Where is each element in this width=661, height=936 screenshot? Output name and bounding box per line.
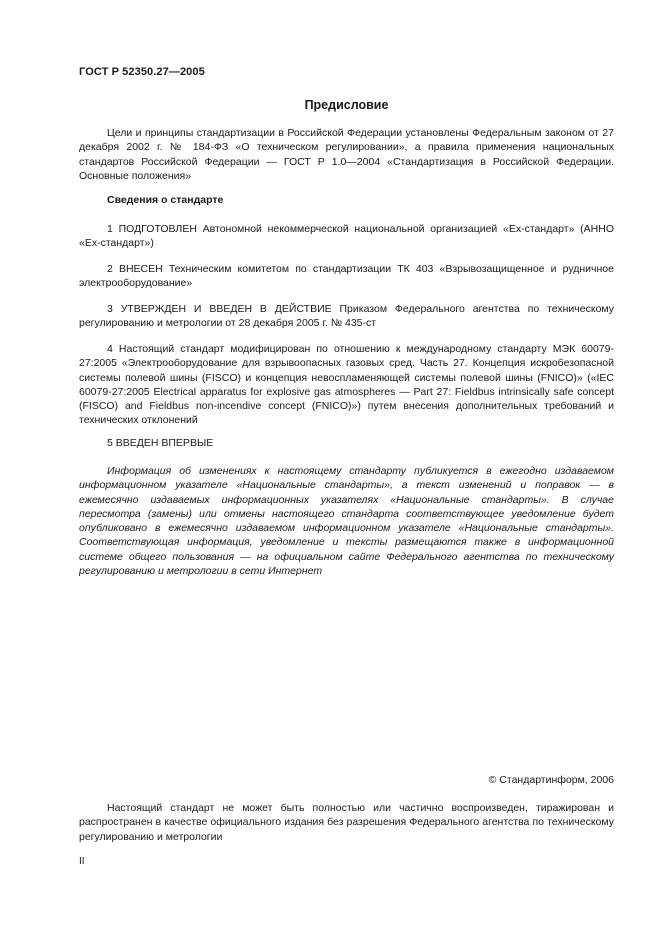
page-number: II bbox=[79, 856, 85, 867]
item-introduced: 5 ВВЕДЕН ВПЕРВЫЕ bbox=[107, 437, 214, 449]
item-submitted: 2 ВНЕСЕН Техническим комитетом по стандартизации ТК 403 «Взрывозащищенное и рудничное электрооборудование» bbox=[79, 263, 614, 290]
item-approved: 3 УТВЕРЖДЕН И ВВЕДЕН В ДЕЙСТВИЕ Приказом Федерального агентства по техническому регулированию и метрологии от 28 декабря 2005 г. № 435-ст bbox=[79, 303, 614, 330]
document-code-header: ГОСТ Р 52350.27—2005 bbox=[79, 66, 205, 78]
item-prepared: 1 ПОДГОТОВЛЕН Автономной некоммерческой национальной организацией «Ех-стандарт» (АННО «Ех-стандарт») bbox=[79, 223, 614, 250]
info-notice-paragraph: Информация об изменениях к настоящему стандарту публикуется в ежегодно издаваемом информационном указателе «Национальные стандарты», а текст изменений и поправок — в ежемесячно издаваемых информационных указателях «Национальные стандарты». В случае пересмотра (замены) или отмены настоящего стандарта соответствующее уведомление будет опубликовано в ежемесячно издаваемом информационном указателе «Национальные стандарты». Соответствующая информация, уведомление и тексты размещаются также в информационной системе общего пользования — на официальном сайте Федерального агентства по техническому регулированию и метрологии в сети Интернет bbox=[79, 465, 614, 578]
intro-paragraph: Цели и принципы стандартизации в Российской Федерации установлены Федеральным законом от 27 декабря 2002 г. № 184-ФЗ «О техническом регулировании», а правила применения национальных стандартов Российской Федерации — ГОСТ Р 1.0—2004 «Стандартизация в Российской Федерации. Основные положения» bbox=[79, 127, 614, 182]
page-title: Предисловие bbox=[304, 98, 389, 112]
reproduction-notice: Настоящий стандарт не может быть полностью или частично воспроизведен, тиражирован и распространен в качестве официального издания без разрешения Федерального агентства по техническому регулированию и метрологии bbox=[79, 802, 614, 843]
item-modified: 4 Настоящий стандарт модифицирован по отношению к международному стандарту МЭК 60079-27:2005 «Электрооборудование для взрывоопасных газовых сред. Часть 27. Концепция искробезопасной системы полевой шины (FISCO) и концепция невоспламеняющей системы полевой шины (FNICO)» («IEC 60079-27:2005 Electrical apparatus for explosive gas atmospheres — Part 27: Fieldbus intrinsically safe concept (FISCO) and Fieldbus non-incendive concept (FNICO)») путем внесения дополнительных требований и технических отклонений bbox=[79, 343, 614, 427]
section-heading: Сведения о стандарте bbox=[107, 194, 224, 206]
copyright-line: © Стандартинформ, 2006 bbox=[488, 774, 614, 786]
